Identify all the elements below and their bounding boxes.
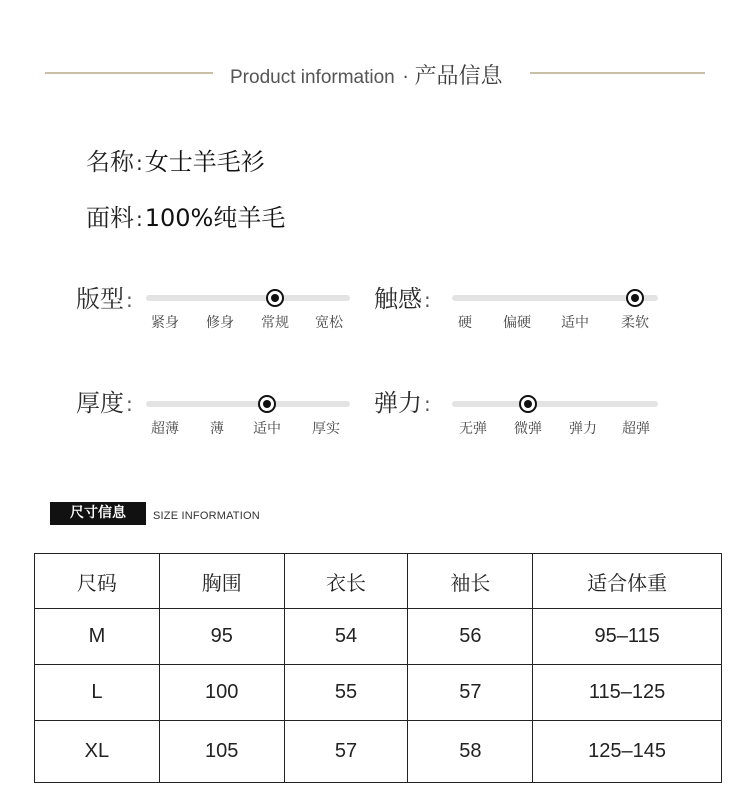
scale-selected-marker [626, 289, 644, 307]
colon: : [136, 151, 143, 175]
header-separator: · [402, 67, 409, 88]
attribute-label-text: 触感 [374, 285, 422, 313]
scale-option-label: 薄 [210, 421, 224, 437]
table-cell: 105 [159, 721, 284, 783]
scale-option-label: 修身 [206, 315, 234, 331]
scale-option-label: 超弹 [622, 421, 650, 437]
fabric-value: 100%纯羊毛 [144, 204, 286, 232]
scale-selected-marker [258, 395, 276, 413]
header-title-cn: 产品信息 [414, 64, 503, 89]
table-row [35, 609, 722, 665]
product-name-row [86, 147, 265, 178]
scale-track [146, 295, 350, 301]
scale-option-label: 偏硬 [503, 315, 531, 331]
header-cell-chest: 胸围 [159, 554, 284, 609]
table-row [35, 665, 722, 721]
attribute-label [76, 284, 133, 315]
product-name-value: 女士羊毛衫 [144, 148, 265, 176]
table-cell: 56 [408, 609, 533, 665]
attribute-label-text: 弹力 [374, 389, 422, 417]
scale-track [452, 401, 658, 407]
size-table-header-row [35, 554, 722, 609]
table-cell: 95 [159, 609, 284, 665]
table-cell: L [35, 665, 160, 721]
scale-track [146, 401, 350, 407]
table-cell: M [35, 609, 160, 665]
size-info-subtitle: SIZE INFORMATION [153, 510, 260, 522]
size-table [34, 553, 722, 783]
colon: : [126, 288, 133, 312]
colon: : [424, 288, 431, 312]
scale-option-label: 硬 [458, 315, 472, 331]
section-header [230, 62, 503, 92]
header-cell-sleeve: 袖长 [408, 554, 533, 609]
table-cell: 57 [408, 665, 533, 721]
attribute-label [374, 388, 431, 419]
scale-option-label: 弹力 [569, 421, 597, 437]
table-cell: 57 [284, 721, 408, 783]
fabric-row [86, 203, 285, 234]
table-cell: 125–145 [533, 721, 722, 783]
table-row [35, 721, 722, 783]
product-name-label: 名称 [86, 148, 134, 176]
scale-option-label: 适中 [253, 421, 281, 437]
header-cell-length: 衣长 [284, 554, 408, 609]
table-cell: 115–125 [533, 665, 722, 721]
scale-option-label: 微弹 [514, 421, 542, 437]
attribute-label-text: 厚度 [76, 389, 124, 417]
scale-option-label: 宽松 [315, 315, 343, 331]
attribute-label [76, 388, 133, 419]
scale-option-label: 超薄 [151, 421, 179, 437]
colon: : [136, 207, 143, 231]
header-rule-left [45, 72, 213, 74]
table-cell: 55 [284, 665, 408, 721]
header-title-en: Product information [230, 67, 395, 88]
attribute-label-text: 版型 [76, 285, 124, 313]
colon: : [424, 392, 431, 416]
scale-selected-marker [266, 289, 284, 307]
table-cell: 100 [159, 665, 284, 721]
attribute-label [374, 284, 431, 315]
scale-option-label: 适中 [561, 315, 589, 331]
scale-option-label: 柔软 [621, 315, 649, 331]
table-cell: XL [35, 721, 160, 783]
scale-option-label: 常规 [261, 315, 289, 331]
header-cell-weight: 适合体重 [533, 554, 722, 609]
header-rule-right [530, 72, 705, 74]
scale-option-label: 紧身 [151, 315, 179, 331]
scale-option-label: 厚实 [312, 421, 340, 437]
fabric-label: 面料 [86, 204, 134, 232]
colon: : [126, 392, 133, 416]
table-cell: 54 [284, 609, 408, 665]
scale-selected-marker [519, 395, 537, 413]
size-info-tag: 尺寸信息 [50, 502, 146, 525]
table-cell: 95–115 [533, 609, 722, 665]
scale-option-label: 无弹 [459, 421, 487, 437]
header-cell-size: 尺码 [35, 554, 160, 609]
table-cell: 58 [408, 721, 533, 783]
